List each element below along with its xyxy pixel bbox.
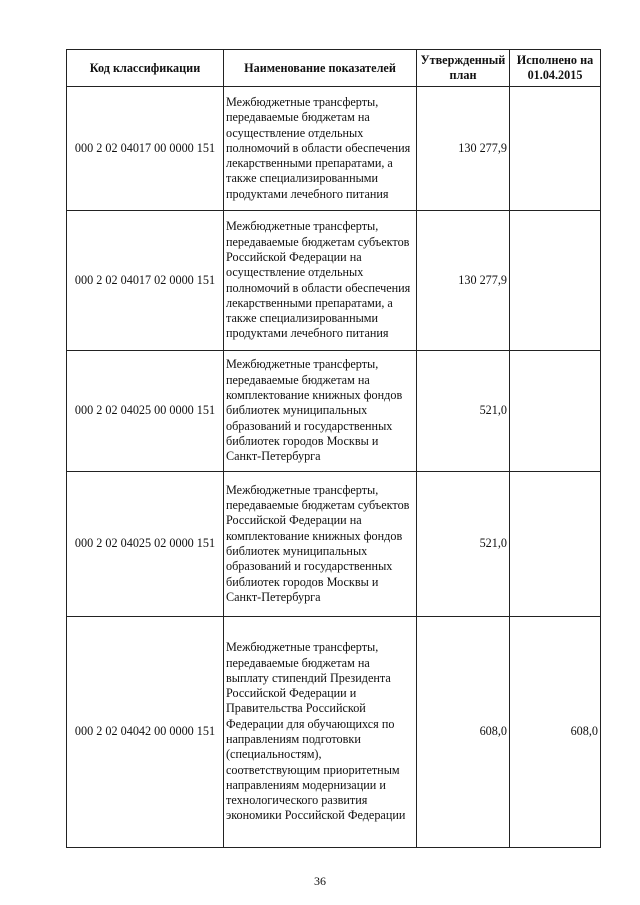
table-row [67, 211, 601, 351]
classification-code: 000 2 02 04025 02 0000 151 [67, 472, 224, 617]
approved-plan-value: 521,0 [417, 351, 510, 472]
page-number: 36 [314, 874, 326, 888]
header-executed: Исполнено на 01.04.2015 [510, 50, 601, 87]
indicator-name: Межбюджетные трансферты, передаваемые бюджетам субъектов Российской Федерации на осуществление отдельных полномочий в области обеспечения лекарственными препаратами, а также специализированными продуктами лечебного питания [224, 211, 417, 351]
table-header-row [67, 50, 601, 87]
executed-value: 608,0 [510, 617, 601, 848]
table-row [67, 87, 601, 211]
header-name: Наименование показателей [224, 50, 417, 87]
approved-plan-value: 521,0 [417, 472, 510, 617]
header-plan: Утвержденный план [417, 50, 510, 87]
approved-plan-value: 608,0 [417, 617, 510, 848]
table-row [67, 617, 601, 848]
classification-code: 000 2 02 04017 02 0000 151 [67, 211, 224, 351]
executed-value [510, 211, 601, 351]
approved-plan-value: 130 277,9 [417, 87, 510, 211]
indicator-name: Межбюджетные трансферты, передаваемые бюджетам субъектов Российской Федерации на комплектование книжных фондов библиотек муниципальных образований и государственных библиотек городов Москвы и Санкт-Петербурга [224, 472, 417, 617]
indicator-name: Межбюджетные трансферты, передаваемые бюджетам на осуществление отдельных полномочий в области обеспечения лекарственными препаратами, а также специализированными продуктами лечебного питания [224, 87, 417, 211]
indicator-name: Межбюджетные трансферты, передаваемые бюджетам на комплектование книжных фондов библиотек муниципальных образований и государственных библиотек городов Москвы и Санкт-Петербурга [224, 351, 417, 472]
classification-code: 000 2 02 04017 00 0000 151 [67, 87, 224, 211]
classification-code: 000 2 02 04025 00 0000 151 [67, 351, 224, 472]
approved-plan-value: 130 277,9 [417, 211, 510, 351]
executed-value [510, 472, 601, 617]
classification-code: 000 2 02 04042 00 0000 151 [67, 617, 224, 848]
executed-value [510, 87, 601, 211]
table-row [67, 351, 601, 472]
header-code: Код классификации [67, 50, 224, 87]
executed-value [510, 351, 601, 472]
budget-table [66, 49, 601, 848]
indicator-name: Межбюджетные трансферты, передаваемые бюджетам на выплату стипендий Президента Российской Федерации и Правительства Российской Федерации для обучающихся по направлениям подготовки (специальностям), соответствующим приоритетным направлениям модернизации и технологического развития экономики Российской Федерации [224, 617, 417, 848]
table-row [67, 472, 601, 617]
